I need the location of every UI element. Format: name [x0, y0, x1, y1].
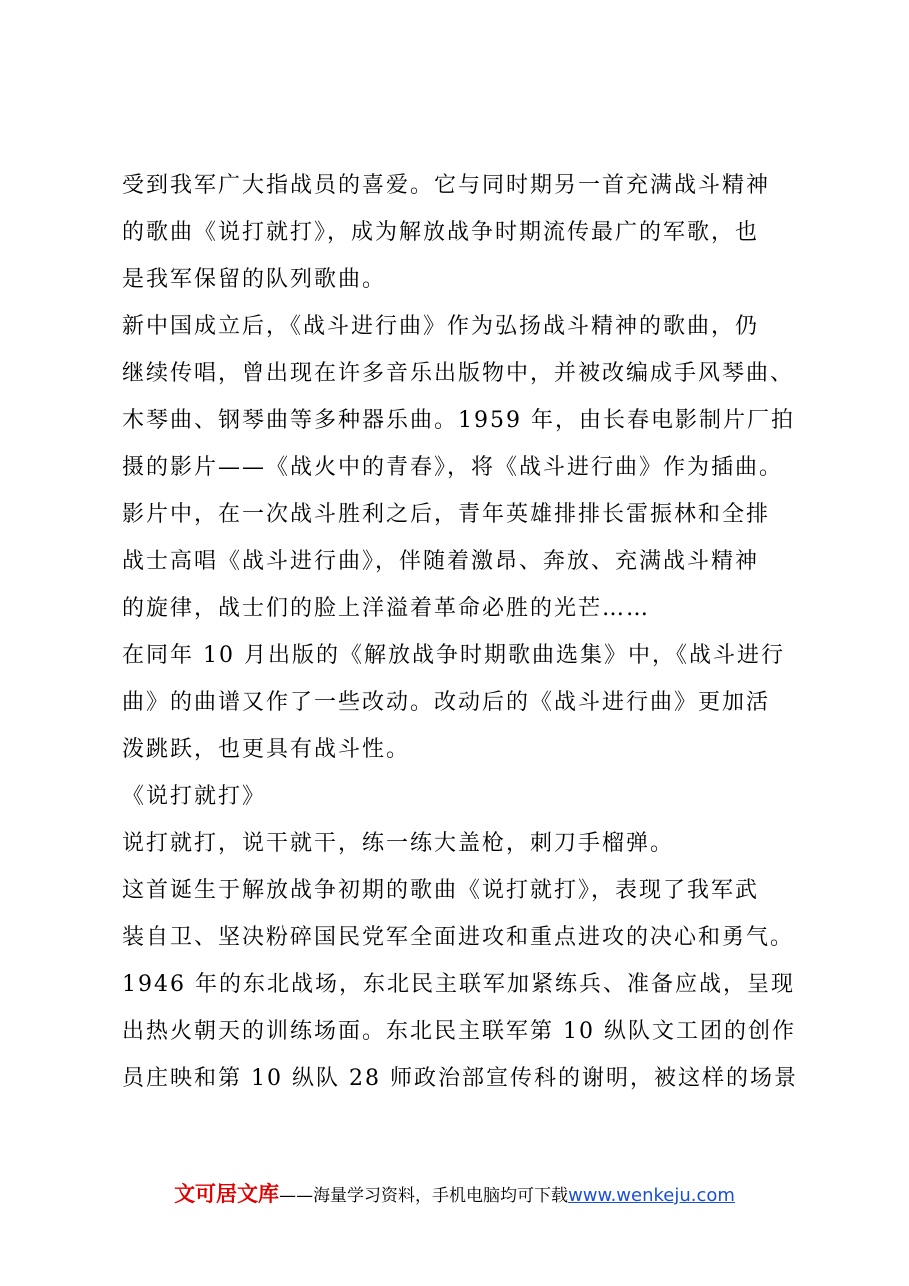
- text-line: 受到我军广大指战员的喜爱。它与同时期另一首充满战斗精神: [122, 173, 771, 198]
- website-link[interactable]: www.wenkeju.com: [568, 1185, 735, 1206]
- text-line: 出热火朝天的训练场面。东北民主联军第 10 纵队文工团的创作: [122, 1019, 796, 1044]
- footer-tagline: ——海量学习资料，手机电脑均可下载: [279, 1186, 569, 1206]
- text-line: 泼跳跃，也更具有战斗性。: [122, 737, 411, 762]
- text-line: 员庄映和第 10 纵队 28 师政治部宣传科的谢明，被这样的场景: [122, 1066, 798, 1091]
- text-line: 在同年 10 月出版的《解放战争时期歌曲选集》中，《战斗进行: [122, 643, 785, 668]
- text-line: 1946 年的东北战场，东北民主联军加紧练兵、准备应战，呈现: [122, 972, 795, 997]
- text-line: 继续传唱，曾出现在许多音乐出版物中，并被改编成手风琴曲、: [122, 361, 795, 386]
- text-line: 战士高唱《战斗进行曲》，伴随着激昂、奔放、充满战斗精神: [122, 549, 760, 574]
- text-line: 木琴曲、钢琴曲等多种器乐曲。1959 年，由长春电影制片厂拍: [122, 408, 795, 433]
- text-line: 是我军保留的队列歌曲。: [122, 267, 387, 292]
- text-line: 摄的影片——《战火中的青春》，将《战斗进行曲》作为插曲。: [122, 455, 784, 480]
- text-line: 曲》的曲谱又作了一些改动。改动后的《战斗进行曲》更加活: [122, 690, 771, 715]
- text-line: 的歌曲《说打就打》，成为解放战争时期流传最广的军歌，也: [122, 220, 760, 245]
- text-line: 新中国成立后，《战斗进行曲》作为弘扬战斗精神的歌曲，仍: [122, 314, 760, 339]
- page-footer: [0, 1178, 909, 1208]
- text-line: 装自卫、坚决粉碎国民党军全面进攻和重点进攻的决心和勇气。: [122, 925, 795, 950]
- text-line: 这首诞生于解放战争初期的歌曲《说打就打》，表现了我军武: [122, 878, 760, 903]
- text-line: 影片中，在一次战斗胜利之后，青年英雄排排长雷振林和全排: [122, 502, 771, 527]
- song-title: 《说打就打》: [122, 784, 267, 809]
- brand-name: 文可居文库: [174, 1182, 280, 1206]
- text-line: 的旋律，战士们的脸上洋溢着革命必胜的光芒……: [122, 596, 651, 621]
- lyrics-line: 说打就打，说干就干，练一练大盖枪，刺刀手榴弹。: [122, 831, 675, 856]
